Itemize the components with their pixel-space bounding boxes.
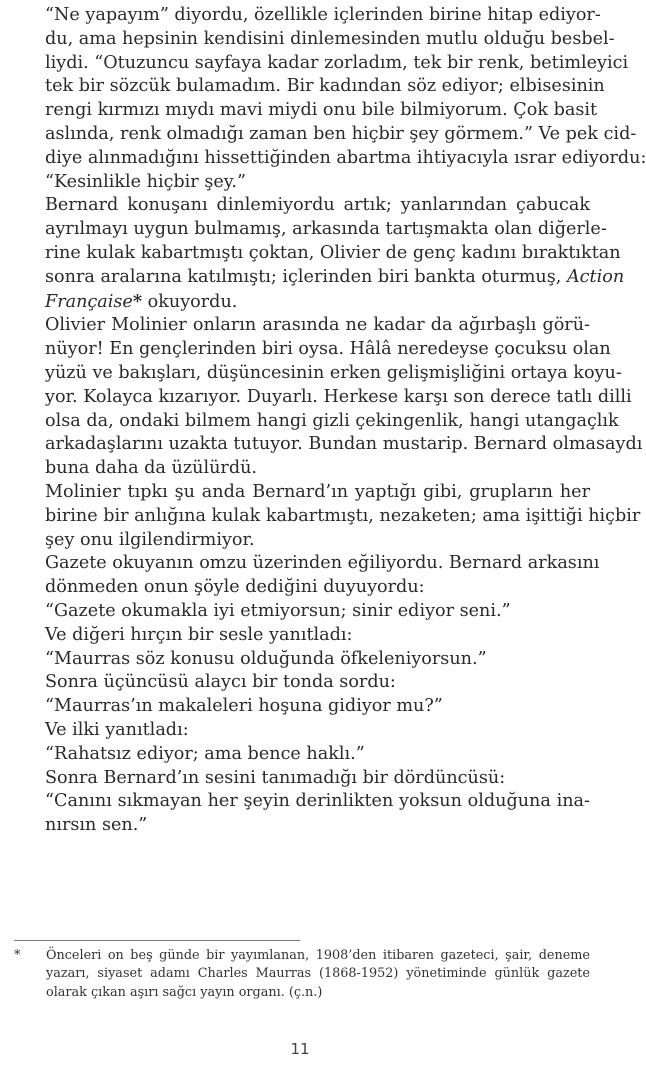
text-line: “Ne yapayım” diyordu, özellikle içlerinden birine hitap ediyor- [45,5,601,25]
paragraph [14,767,590,791]
paragraph [14,719,590,743]
text-line: “Gazete okumakla iyi etmiyorsun; sinir ediyor seni.” [45,600,511,621]
text-line: dönmeden onun şöyle dediğini duyuyordu: [45,577,425,598]
text-line: Olivier Molinier onların arasında ne kadar da ağırbaşlı görü- [45,315,590,336]
text-line: arkadaşlarını uzakta tutuyor. Bundan mustarip. Bernard olmasaydı [45,434,643,455]
text-line: Sonra üçüncüsü alaycı bir tonda sordu: [45,672,396,693]
footnote-text [46,947,590,1002]
paragraph [14,790,590,838]
text-line: Sonra Bernard’ın sesini tanımadığı bir dördüncüsü: [45,767,506,788]
footnote-marker: * [14,948,21,963]
paragraph [14,600,590,624]
text-line: birine bir anlığına kulak kabartmıştı, nezaketen; ama işittiği hiçbir [45,505,641,526]
text-line: Ve diğeri hırçın bir sesle yanıtladı: [45,624,353,645]
text-line: Ve ilki yanıtladı: [45,719,189,740]
text-line: tek bir sözcük bulamadım. Bir kadından söz ediyor; elbisesinin [45,76,605,97]
text-line: “Maurras’ın makaleleri hoşuna gidiyor mu?” [45,696,443,717]
text-line: aslında, renk olmadığı zaman ben hiçbir şey görmem.” Ve pek cid- [45,123,637,144]
text-line: “Canını sıkmayan her şeyin derinlikten yoksun olduğuna ina- [45,791,590,812]
text-line: şey onu ilgilendirmiyor. [45,529,255,550]
text-line: rine kulak kabartmıştı çoktan, Olivier de genç kadını bıraktıktan [45,242,621,263]
text-line: liydi. “Otuzuncu sayfaya kadar zorladım, tek bir renk, betimleyici [45,52,629,73]
text-line: olsa da, ondaki bilmem hangi gizli çekingenlik, hangi utangaçlık [45,410,619,431]
text-line: ayrılmayı uygun bulmamış, arkasında tartışmakta olan diğerle- [45,219,607,240]
paragraph [14,671,590,695]
paragraph [14,4,646,194]
paragraph [14,648,590,672]
footnote-line: yazarı, siyaset adamı Charles Maurras (1868-1952) yönetiminde günlük gazete [46,966,590,982]
text-line: Molinier tıpkı şu anda Bernard’ın yaptığı gibi, grupların her [45,481,590,502]
text-line: rengi kırmızı mıydı mavi miydi onu bile bilmiyorum. Çok basit [45,100,598,121]
footnote [14,947,590,1002]
paragraph [14,194,625,314]
footnote-line: Önceleri on beş günde bir yayımlanan, 1908’den itibaren gazeteci, şair, deneme [46,948,590,963]
paragraph [14,552,600,600]
text-line: buna daha da üzülürdü. [45,458,258,479]
paragraph [14,481,641,552]
paragraph [14,695,590,719]
footnote-line: olarak çıkan aşırı sağcı yayın organı. (ç.n.) [46,984,323,1000]
text-line: yor. Kolayca kızarıyor. Duyarlı. Herkese karşı son derece tatlı dilli [45,386,632,407]
text-line: “Kesinlikle hiçbir şey.” [45,171,246,192]
text-line: “Maurras söz konusu olduğunda öfkeleniyorsun.” [45,648,487,669]
paragraph [14,743,590,767]
page-number: 11 [290,1040,310,1058]
text-line: Gazete okuyanın omzu üzerinden eğiliyordu. Bernard arkasını [45,553,600,574]
text-line: nırsın sen.” [45,815,148,836]
paragraph [14,624,590,648]
text-line: “Rahatsız ediyor; ama bence haklı.” [45,743,365,764]
text-line: Française* okuyordu. [45,290,238,312]
text-line: yüzü ve bakışları, düşüncesinin erken gelişmişliğini ortaya koyu- [45,362,622,383]
text-line: du, ama hepsinin kendisini dinlemesinden mutlu olduğu besbel- [45,28,615,49]
footnote-divider [14,940,300,941]
text-line: diye alınmadığını hissettiğinden abartma ihtiyacıyla ısrar ediyordu: [45,147,646,168]
text-line: Bernard konuşanı dinlemiyordu artık; yanlarından çabucak [45,195,590,216]
text-line: sonra aralarına katılmıştı; içlerinden biri bankta oturmuş, Action [45,266,625,287]
paragraph [14,314,643,481]
text-line: nüyor! En gençlerinden biri oysa. Hâlâ neredeyse çocuksu olan [45,339,611,360]
body-text [14,4,646,838]
